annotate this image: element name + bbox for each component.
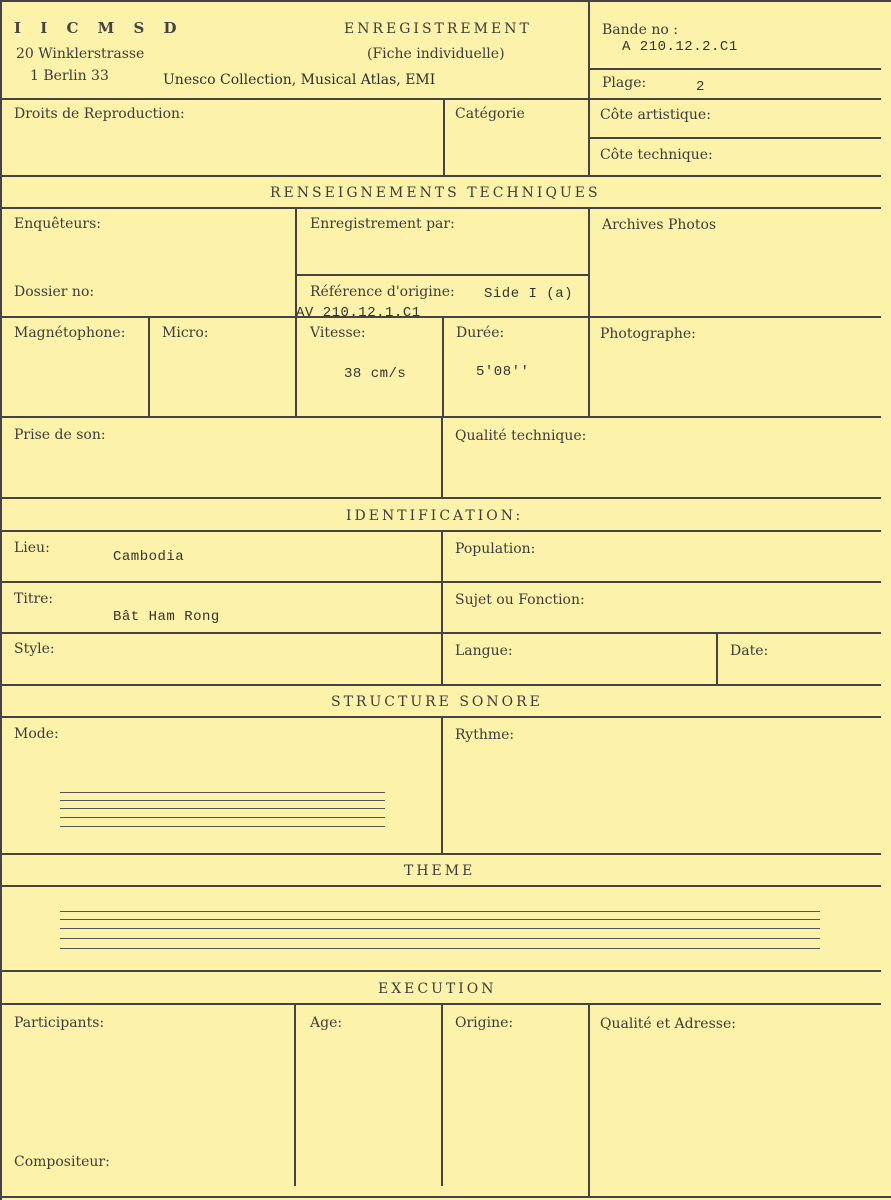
qualite-adresse-label: Qualité et Adresse:: [600, 1016, 736, 1032]
vitesse-value[interactable]: 38 cm/s: [344, 366, 407, 382]
divider-tech-row1-bottom: [0, 316, 881, 318]
divider-header-bottom: [0, 98, 881, 100]
divider-qualite-adresse: [588, 1003, 590, 1196]
titre-value[interactable]: Bât Ham Rong: [113, 609, 220, 625]
divider-ident-bottom: [0, 684, 881, 686]
cote-technique-label: Côte technique:: [600, 147, 713, 163]
vitesse-label: Vitesse:: [310, 325, 366, 341]
collection-line: Unesco Collection, Musical Atlas, EMI: [163, 72, 436, 88]
origine-label: Origine:: [455, 1015, 514, 1031]
plage-value[interactable]: 2: [696, 79, 705, 95]
reference-label: Référence d'origine:: [310, 284, 455, 300]
enqueteurs-label: Enquêteurs:: [14, 216, 102, 232]
theme-staff-line: [60, 948, 820, 949]
divider-tech-bottom: [0, 497, 881, 499]
rythme-label: Rythme:: [455, 727, 515, 743]
langue-label: Langue:: [455, 643, 513, 659]
org-logo: I I C M S D: [14, 19, 184, 37]
titre-label: Titre:: [14, 591, 54, 607]
magnetophone-label: Magnétophone:: [14, 325, 126, 341]
divider-cote: [588, 137, 881, 139]
mode-label: Mode:: [14, 726, 59, 742]
section-title-execution: EXECUTION: [378, 981, 497, 997]
divider-origine: [441, 1003, 443, 1186]
section-title-identification: IDENTIFICATION:: [346, 508, 524, 524]
bande-value[interactable]: A 210.12.2.C1: [622, 39, 738, 55]
theme-staff-line: [60, 938, 820, 939]
divider-enreg-ref: [295, 274, 588, 276]
border-bottom: [0, 1196, 891, 1198]
date-label: Date:: [730, 643, 769, 659]
border-left: [0, 0, 2, 1200]
lieu-value[interactable]: Cambodia: [113, 549, 185, 565]
categorie-label: Catégorie: [455, 106, 525, 122]
divider-bande-plage: [588, 68, 881, 70]
theme-staff-line: [60, 919, 820, 920]
reference-value[interactable]: AV 210.12.1.C1: [296, 305, 421, 321]
border-top: [0, 0, 891, 2]
lieu-label: Lieu:: [14, 540, 50, 556]
divider-ident-row2: [0, 632, 881, 634]
divider-theme-bottom: [0, 970, 881, 972]
reference-side-value[interactable]: Side I (a): [484, 286, 574, 302]
form-title: ENREGISTREMENT: [344, 21, 532, 37]
divider-tech-title: [0, 207, 881, 209]
archives-photos-label: Archives Photos: [602, 217, 717, 233]
dossier-label: Dossier no:: [14, 284, 95, 300]
mode-staff-line: [60, 826, 385, 827]
mode-staff-line: [60, 800, 385, 801]
divider-qualite: [441, 416, 443, 498]
divider-categorie: [443, 98, 445, 176]
participants-label: Participants:: [14, 1015, 105, 1031]
droits-label: Droits de Reproduction:: [14, 106, 185, 122]
mode-staff-line: [60, 808, 385, 809]
divider-age: [294, 1003, 296, 1186]
section-title-structure: STRUCTURE SONORE: [331, 694, 543, 710]
sujet-fonction-label: Sujet ou Fonction:: [455, 592, 585, 608]
divider-structure-mid: [441, 716, 443, 854]
compositeur-label: Compositeur:: [14, 1154, 110, 1170]
style-label: Style:: [14, 641, 55, 657]
form-subtitle: (Fiche individuelle): [367, 46, 505, 62]
qualite-technique-label: Qualité technique:: [455, 428, 587, 444]
divider-header-right: [588, 0, 590, 176]
mode-staff-line: [60, 817, 385, 818]
divider-duree: [442, 316, 444, 417]
divider-theme-title: [0, 885, 881, 887]
divider-tech-right: [588, 207, 590, 417]
divider-ident-row1: [0, 581, 881, 583]
divider-rights-bottom: [0, 175, 881, 177]
theme-staff-line: [60, 928, 820, 929]
divider-ident-mid: [441, 530, 443, 685]
org-address-city: 1 Berlin 33: [30, 68, 109, 84]
photographe-label: Photographe:: [600, 326, 696, 342]
micro-label: Micro:: [162, 325, 209, 341]
duree-value[interactable]: 5'08'': [476, 364, 530, 380]
prise-de-son-label: Prise de son:: [14, 427, 106, 443]
divider-date: [716, 632, 718, 685]
plage-label: Plage:: [602, 75, 647, 91]
divider-micro: [148, 316, 150, 417]
cote-artistique-label: Côte artistique:: [600, 107, 711, 123]
section-title-technical: RENSEIGNEMENTS TECHNIQUES: [270, 185, 601, 201]
population-label: Population:: [455, 541, 536, 557]
duree-label: Durée:: [456, 325, 505, 341]
section-title-theme: THEME: [404, 863, 476, 879]
bande-label: Bande no :: [602, 22, 678, 38]
age-label: Age:: [310, 1015, 343, 1031]
mode-staff-line: [60, 792, 385, 793]
divider-structure-bottom: [0, 853, 881, 855]
org-address-street: 20 Winklerstrasse: [16, 46, 145, 62]
theme-staff-line: [60, 911, 820, 912]
enregistrement-par-label: Enregistrement par:: [310, 216, 455, 232]
